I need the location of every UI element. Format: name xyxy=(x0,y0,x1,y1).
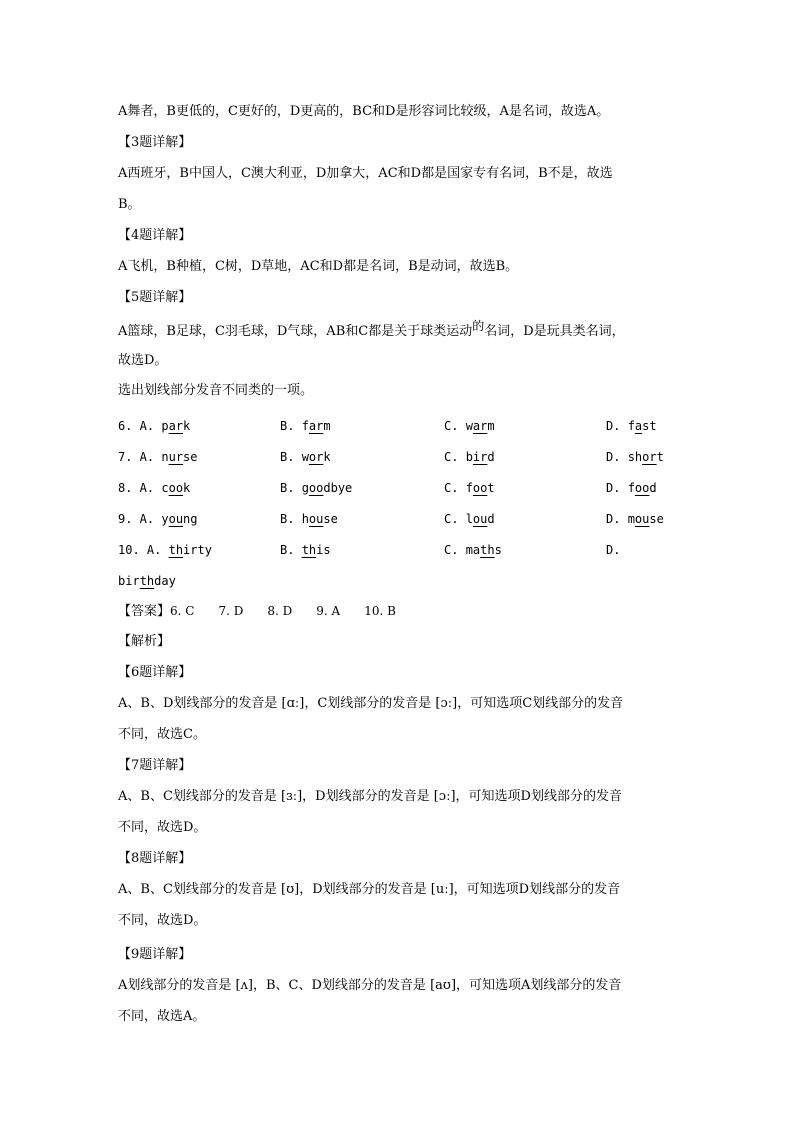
word-part: y xyxy=(161,512,169,526)
option-label: C. xyxy=(444,512,459,526)
q5-explanation-line2: 故选D。 xyxy=(118,353,168,368)
word-part: s xyxy=(494,543,502,557)
word-part: f xyxy=(627,481,635,495)
word-part: b xyxy=(465,450,473,464)
option-word xyxy=(466,481,495,495)
word-part: sh xyxy=(627,450,643,464)
underlined-part: th xyxy=(301,543,317,557)
underlined-part: ou xyxy=(168,512,184,526)
detail-heading: 【8题详解】 xyxy=(118,851,192,866)
detail-line: 不同，故选D。 xyxy=(118,913,207,928)
detail-line: A、B、C划线部分的发音是 [ʊ]，D划线部分的发音是 [uː]，可知选项D划线部分的发音 xyxy=(118,882,621,897)
detail-heading: 【6题详解】 xyxy=(118,665,192,680)
word-part: se xyxy=(649,512,664,526)
word-part: st xyxy=(642,419,657,433)
word-part: w xyxy=(465,419,473,433)
underlined-part: a xyxy=(634,419,643,433)
q5-text-c: 名词，D是玩具类名词， xyxy=(484,324,625,339)
question-number: 9. A. xyxy=(118,512,155,526)
option-word xyxy=(466,512,495,526)
question-10-option-d-word xyxy=(118,572,176,590)
option-word xyxy=(302,543,331,557)
q3-explanation-line2: B。 xyxy=(118,197,141,212)
answer-item: 8. D xyxy=(267,604,293,618)
option-word xyxy=(466,543,502,557)
word-part: irty xyxy=(183,543,212,557)
word-part: k xyxy=(183,419,191,433)
question-8-option xyxy=(606,479,657,497)
answer-item: 7. D xyxy=(218,604,244,618)
question-6-option xyxy=(280,417,331,435)
detail-line: A、B、D划线部分的发音是 [ɑː]，C划线部分的发音是 [ɔː]，可知选项C划线部分的发音 xyxy=(118,696,624,711)
word-part: is xyxy=(316,543,331,557)
answer-line xyxy=(118,602,396,621)
underlined-part: oo xyxy=(634,481,650,495)
detail-line: 不同，故选D。 xyxy=(118,820,207,835)
question-6-option xyxy=(444,417,495,435)
q5-text-raised: 的 xyxy=(472,319,485,333)
option-label: D. xyxy=(606,512,621,526)
word-part: f xyxy=(627,419,635,433)
word-part: w xyxy=(301,450,309,464)
word-part: m xyxy=(323,419,331,433)
detail-line: A、B、C划线部分的发音是 [ɜː]，D划线部分的发音是 [ɔː]，可知选项D划线部分的发音 xyxy=(118,789,622,804)
option-label: D. xyxy=(606,543,621,557)
underlined-part: th xyxy=(168,543,184,557)
q5-explanation-line1 xyxy=(118,319,625,341)
detail-line: A划线部分的发音是 [ʌ]，B、C、D划线部分的发音是 [aʊ]，可知选项A划线部分的发音 xyxy=(118,978,622,993)
word-part: d xyxy=(487,512,495,526)
option-word xyxy=(161,450,197,464)
option-label: D. xyxy=(606,450,621,464)
question-7-option xyxy=(444,448,495,466)
underlined-part: ou xyxy=(308,512,324,526)
option-word xyxy=(466,450,495,464)
underlined-part: or xyxy=(308,450,324,464)
word-part: k xyxy=(323,450,331,464)
word-part: t xyxy=(487,481,495,495)
word-part: k xyxy=(183,481,191,495)
word-part: bir xyxy=(118,574,140,588)
option-label: C. xyxy=(444,481,459,495)
word-part: m xyxy=(487,419,495,433)
question-9-option xyxy=(606,510,664,528)
underlined-part: ir xyxy=(472,450,488,464)
word-part: c xyxy=(161,481,169,495)
answer-item: 9. A xyxy=(316,604,341,618)
detail-heading: 【7题详解】 xyxy=(118,758,192,773)
question-number: 6. A. xyxy=(118,419,155,433)
detail-line: 不同，故选A。 xyxy=(118,1009,206,1024)
underlined-part: oo xyxy=(308,481,324,495)
word-part: f xyxy=(465,481,473,495)
question-10-option xyxy=(444,541,502,559)
option-word xyxy=(302,419,331,433)
underlined-part: ur xyxy=(168,450,184,464)
option-label: B. xyxy=(280,543,295,557)
question-8-option xyxy=(444,479,495,497)
option-word xyxy=(161,419,190,433)
question-8-option xyxy=(280,479,352,497)
option-label: D. xyxy=(606,481,621,495)
analysis-heading: 【解析】 xyxy=(118,634,171,649)
option-word xyxy=(628,512,664,526)
q4-explanation: A飞机，B种植，C树，D草地，AC和D都是名词，B是动词，故选B。 xyxy=(118,259,519,274)
underlined-part: or xyxy=(642,450,657,464)
option-word xyxy=(466,419,495,433)
question-7-option xyxy=(606,448,664,466)
option-word xyxy=(628,481,657,495)
q2-explanation: A舞者，B更低的，C更好的，D更高的，BC和D是形容词比较级，A是名词，故选A。 xyxy=(118,104,610,119)
option-word xyxy=(169,543,212,557)
option-label: B. xyxy=(280,481,295,495)
option-word xyxy=(161,481,190,495)
question-10-option xyxy=(606,541,620,559)
option-word xyxy=(628,450,664,464)
section-instruction: 选出划线部分发音不同类的一项。 xyxy=(118,383,314,398)
question-7-option xyxy=(280,448,331,466)
question-8-option xyxy=(118,479,190,497)
option-word xyxy=(302,481,353,495)
question-9-option xyxy=(118,510,198,528)
option-word xyxy=(628,419,657,433)
word-part: se xyxy=(183,450,198,464)
option-word xyxy=(161,512,197,526)
word-part: f xyxy=(301,419,309,433)
option-label: C. xyxy=(444,450,459,464)
question-10-option xyxy=(280,541,331,559)
underlined-part: th xyxy=(480,543,495,557)
question-6-option xyxy=(118,417,190,435)
word-part: ma xyxy=(465,543,481,557)
word-part: d xyxy=(649,481,657,495)
word-part: n xyxy=(161,450,169,464)
word-part: se xyxy=(323,512,338,526)
word-part: h xyxy=(301,512,309,526)
option-label: B. xyxy=(280,419,295,433)
underlined-part: oo xyxy=(168,481,184,495)
underlined-part: oo xyxy=(472,481,488,495)
option-label: B. xyxy=(280,512,295,526)
q3-explanation-line1: A西班牙，B中国人，C澳大利亚，D加拿大，AC和D都是国家专有名词，B不是，故选 xyxy=(118,166,613,181)
question-9-option xyxy=(280,510,338,528)
option-word xyxy=(302,450,331,464)
question-7-option xyxy=(118,448,198,466)
option-label: D. xyxy=(606,419,621,433)
word-part: day xyxy=(154,574,176,588)
question-number: 7. A. xyxy=(118,450,155,464)
option-label: B. xyxy=(280,450,295,464)
word-part: dbye xyxy=(323,481,353,495)
question-9-option xyxy=(444,510,495,528)
q5-text-a: A篮球，B足球，C羽毛球，D气球，AB和C都是关于球类运动 xyxy=(118,324,473,339)
option-word xyxy=(118,574,176,588)
word-part: g xyxy=(301,481,309,495)
answer-item: 10. B xyxy=(364,604,396,618)
detail-line: 不同，故选C。 xyxy=(118,727,206,742)
question-number: 10. A. xyxy=(118,543,162,557)
underlined-part: ar xyxy=(308,419,324,433)
word-part: l xyxy=(465,512,473,526)
option-label: C. xyxy=(444,419,459,433)
answer-label: 【答案】 xyxy=(118,604,171,619)
underlined-part: ar xyxy=(472,419,488,433)
word-part: ng xyxy=(183,512,198,526)
option-label: C. xyxy=(444,543,459,557)
answer-item: 6. C xyxy=(170,604,195,618)
word-part: p xyxy=(161,419,169,433)
option-word xyxy=(302,512,338,526)
q5-heading: 【5题详解】 xyxy=(118,290,192,305)
detail-heading: 【9题详解】 xyxy=(118,947,192,962)
underlined-part: ar xyxy=(168,419,184,433)
q3-heading: 【3题详解】 xyxy=(118,135,192,150)
question-6-option xyxy=(606,417,657,435)
underlined-part: ou xyxy=(634,512,650,526)
question-number: 8. A. xyxy=(118,481,155,495)
q4-heading: 【4题详解】 xyxy=(118,228,192,243)
underlined-part: ou xyxy=(472,512,488,526)
question-10-option xyxy=(118,541,212,559)
underlined-part: th xyxy=(139,574,155,588)
word-part: d xyxy=(487,450,495,464)
word-part: m xyxy=(627,512,635,526)
word-part: t xyxy=(656,450,664,464)
